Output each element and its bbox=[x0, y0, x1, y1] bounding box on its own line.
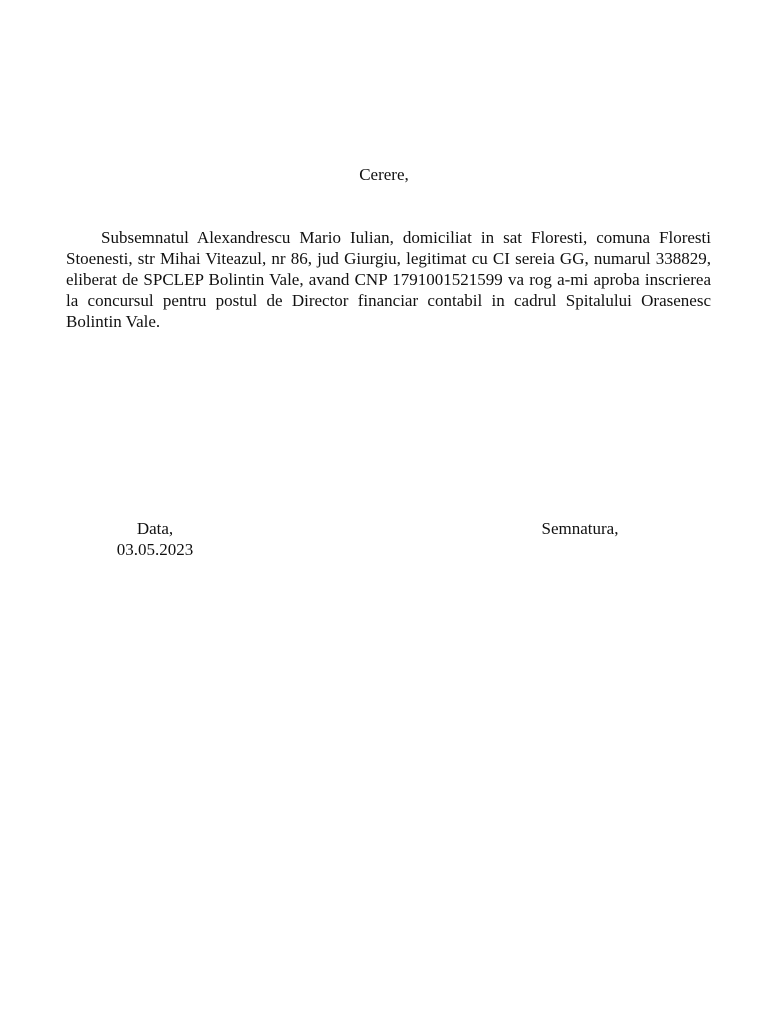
document-title: Cerere, bbox=[359, 165, 409, 184]
request-body-paragraph: Subsemnatul Alexandrescu Mario Iulian, domiciliat in sat Floresti, comuna Floresti Stoenesti, str Mihai Viteazul, nr 86, jud Giurgiu, legitimat cu CI sereia GG, numarul 338829, eliberat de SPCLEP Bolintin Vale, avand CNP 1791001521599 va rog a-mi aproba inscrierea la concursul pentru postul de Director financiar contabil in cadrul Spitalului Orasenesc Bolintin Vale. bbox=[66, 228, 711, 331]
signature-block bbox=[520, 518, 640, 539]
date-label: Data, bbox=[136, 519, 174, 538]
date-value: 03.05.2023 bbox=[116, 540, 194, 559]
signature-label: Semnatura, bbox=[541, 519, 619, 538]
date-block bbox=[100, 518, 210, 560]
